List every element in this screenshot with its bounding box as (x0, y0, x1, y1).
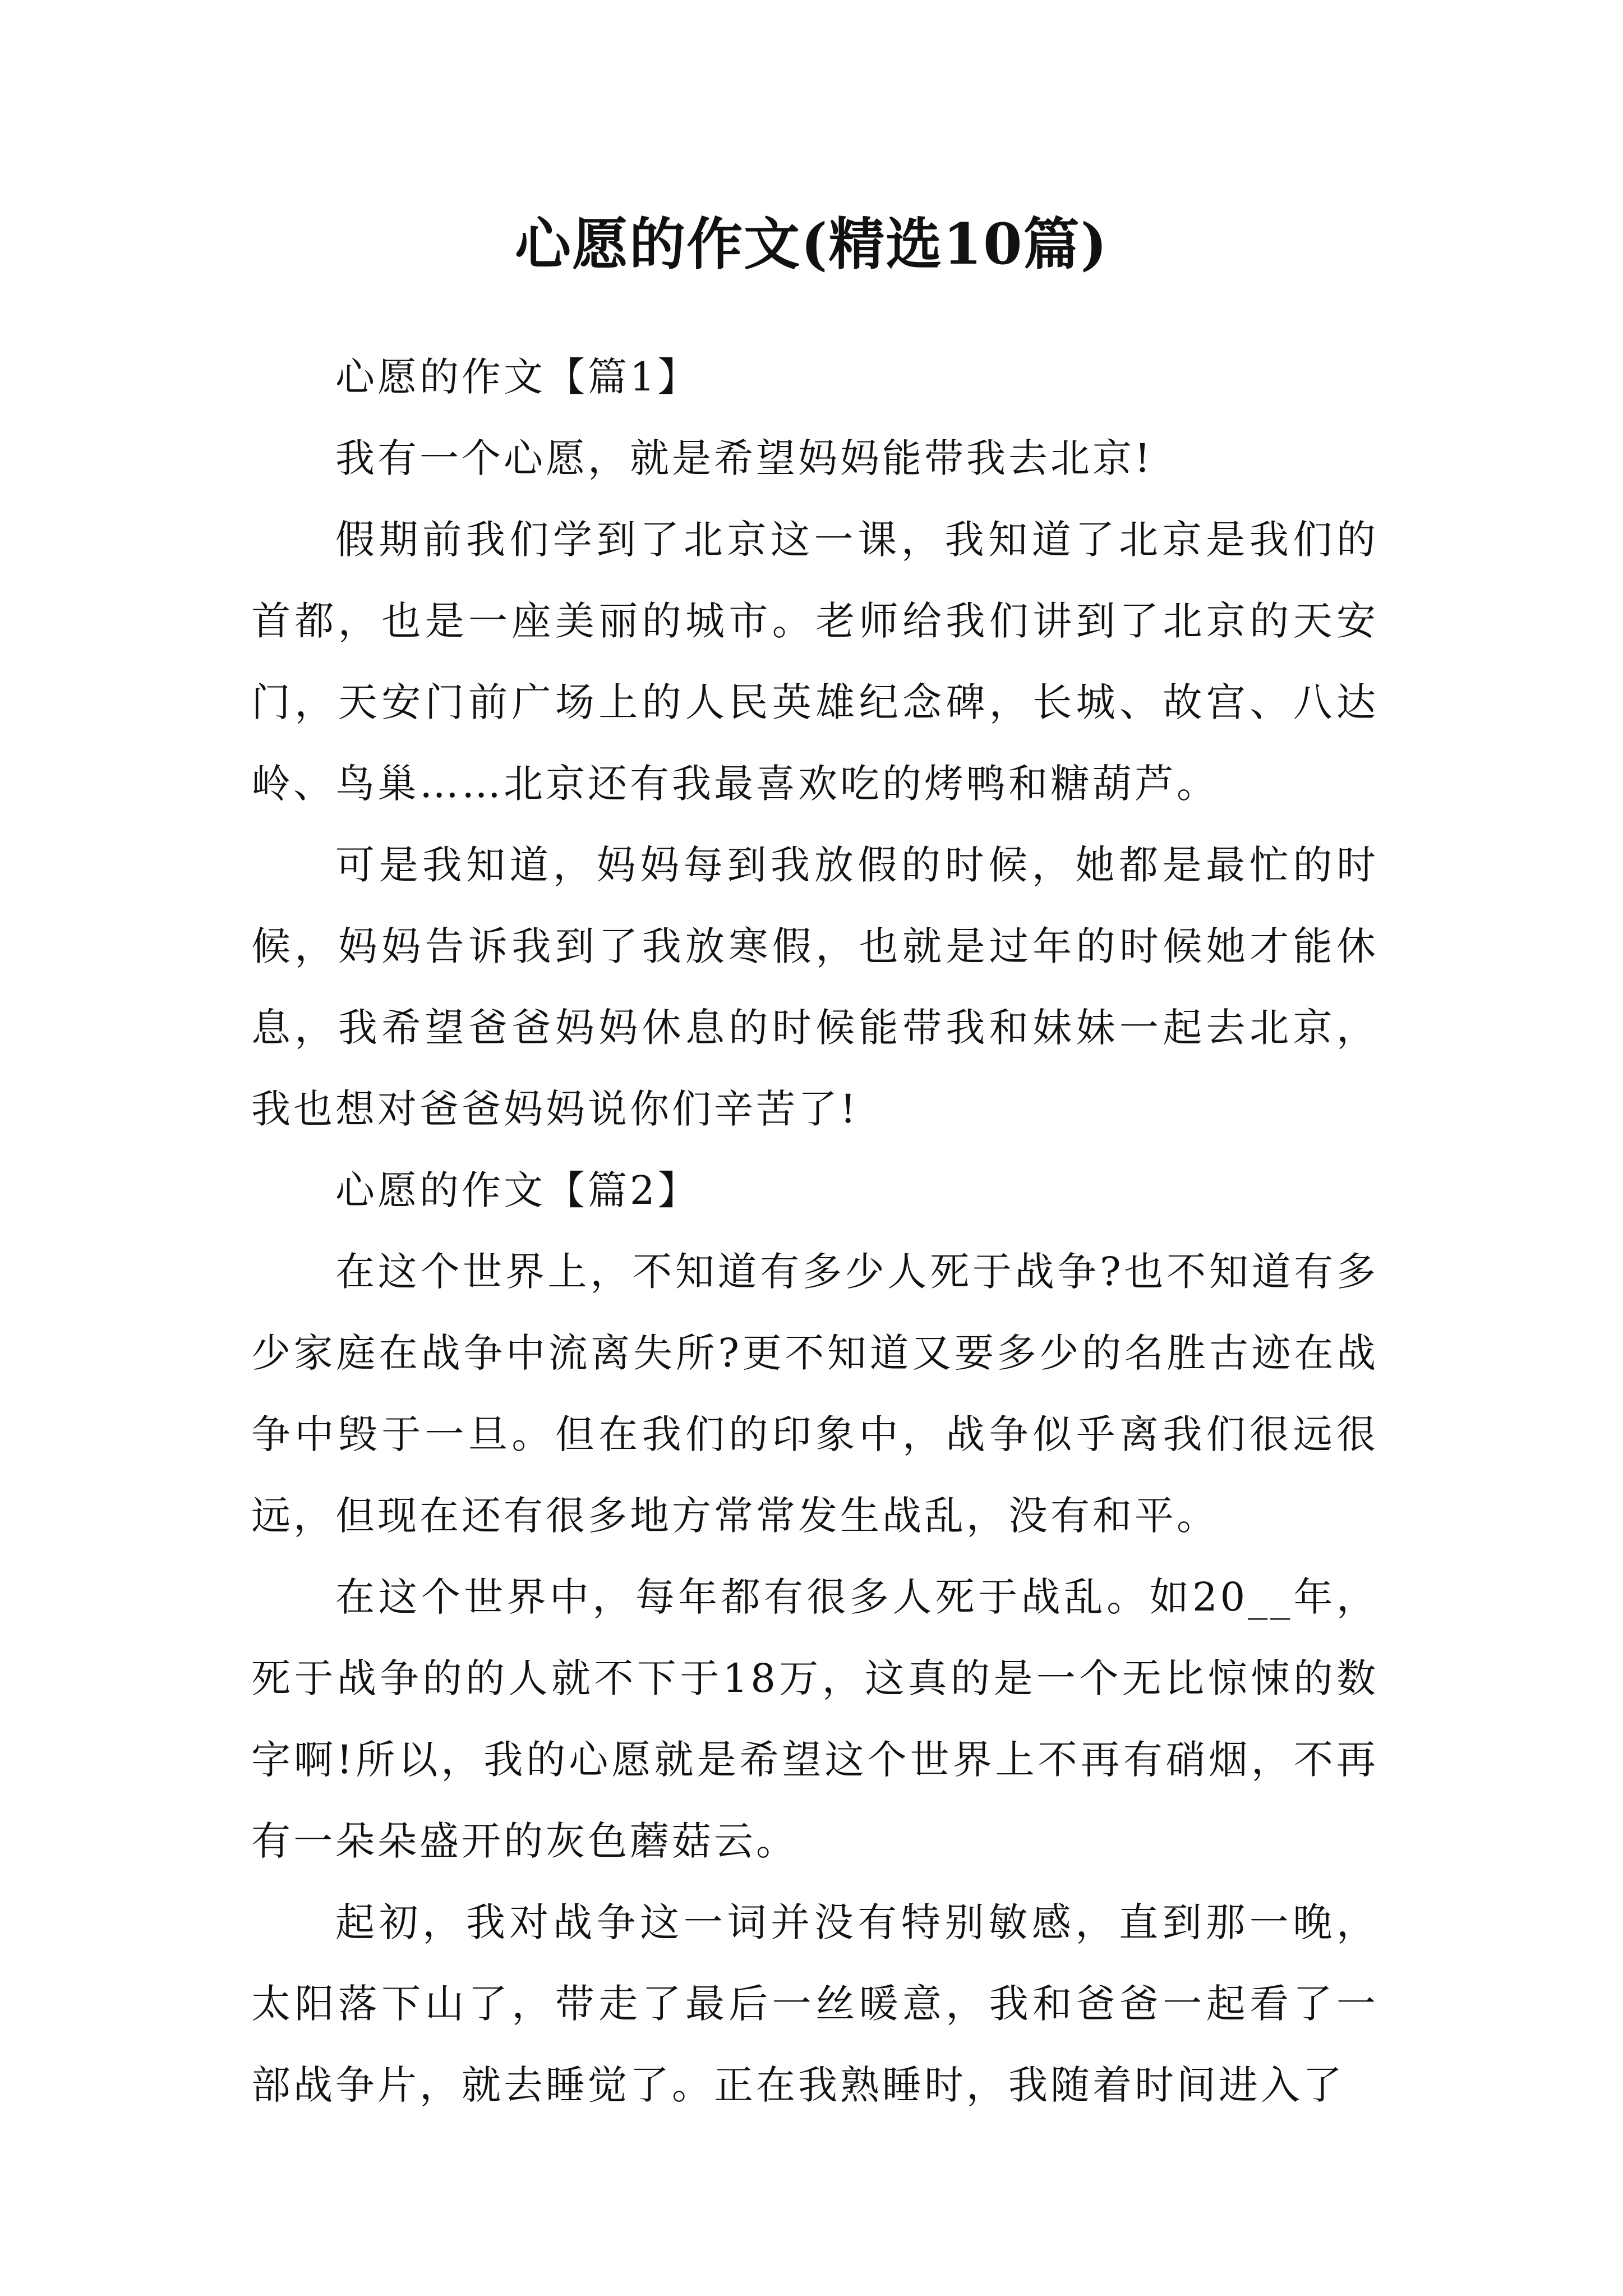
paragraph: 我有一个心愿，就是希望妈妈能带我去北京! (335, 435, 1154, 481)
section-heading: 心愿的作文【篇2】 (335, 1167, 700, 1213)
paragraph: 可是我知道，妈妈每到我放假的时候，她都是最忙的时候，妈妈告诉我到了我放寒假，也就是过年的时候她才能休息，我希望爸爸妈妈休息的时候能带我和妹妹一起去北京，我也想对爸爸妈妈说你们辛苦了! (251, 842, 1378, 1132)
section-heading: 心愿的作文【篇1】 (335, 354, 700, 400)
paragraph: 在这个世界中，每年都有很多人死于战乱。如20__年，死于战争的的人就不下于18万，这真的是一个无比惊悚的数字啊!所以，我的心愿就是希望这个世界上不再有硝烟，不再有一朵朵盛开的灰色蘑菇云。 (251, 1574, 1378, 1864)
paragraph: 假期前我们学到了北京这一课，我知道了北京是我们的首都，也是一座美丽的城市。老师给我们讲到了北京的天安门，天安门前广场上的人民英雄纪念碑，长城、故宫、八达岭、鸟巢……北京还有我最喜欢吃的烤鸭和糖葫芦。 (251, 517, 1378, 807)
paragraph: 在这个世界上，不知道有多少人死于战争?也不知道有多少家庭在战争中流离失所?更不知道又要多少的名胜古迹在战争中毁于一旦。但在我们的印象中，战争似乎离我们很远很远，但现在还有很多地方常常发生战乱，没有和平。 (251, 1249, 1378, 1539)
document-body (251, 337, 1378, 2126)
document-title: 心愿的作文(精选10篇) (515, 211, 1108, 277)
paragraph: 起初，我对战争这一词并没有特别敏感，直到那一晚，太阳落下山了，带走了最后一丝暖意，我和爸爸一起看了一部战争片，就去睡觉了。正在我熟睡时，我随着时间进入了 (251, 1899, 1378, 2108)
